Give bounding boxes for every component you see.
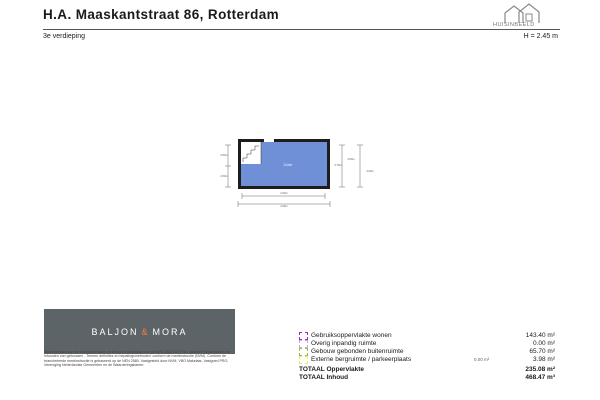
legend-value: 3.98 m²	[532, 355, 555, 363]
disclaimer-text: Bijzet bepalen van de vloeroppervlakte en inhoud is uitgegaan van de NEN 2580:2007 NL, inclusief 'Oppervlakten en inhouden van gebouwen - Termen definities en bepalingsmethoden' conform de meetinstructie (NVM). Conform de branchebrede meetinstructie is gebaseerd op de NEN 2580. Vastgesteld door NVM, VBO Makelaar, Vastgoed PRO, Vereniging Nederlandse Gemeenten en de Waarderingskamer.	[44, 350, 230, 368]
legend-row	[299, 356, 559, 364]
brand-name-right: MORA	[152, 326, 188, 337]
total-label: TOTAAL Inhoud	[299, 373, 349, 381]
dim-bottom-outer: 4.20m	[280, 205, 288, 208]
address-title: H.A. Maaskantstraat 86, Rotterdam	[43, 7, 280, 22]
legend-label: Gebruiksoppervlakte wonen	[311, 331, 392, 339]
logo-text: HUISINBEELD	[493, 22, 535, 28]
room-label: Zolder	[283, 163, 293, 167]
dim-right-inner: 3.75m	[334, 164, 342, 167]
dim-left-top: 2.50m	[220, 154, 228, 157]
dim-bottom-inner: 2.00m	[280, 192, 288, 195]
total-row	[299, 374, 559, 382]
legend-swatch	[299, 348, 308, 356]
dim-left-bottom: 2.50m	[220, 175, 228, 178]
total-value: 235.08 m²	[525, 365, 555, 373]
legend-value: 143.40 m²	[525, 331, 555, 339]
legend-value: 65.70 m²	[529, 347, 555, 355]
total-label: TOTAAL Oppervlakte	[299, 365, 365, 373]
height-label: H = 2.45 m	[523, 33, 558, 40]
legend-label: Externe bergruimte / parkeerplaats	[311, 355, 412, 363]
floor-plan	[210, 135, 390, 215]
legend-value: 0.00 m²	[532, 339, 555, 347]
brand-banner	[44, 309, 235, 354]
dim-right-outer: 4.00m	[366, 170, 374, 173]
legend-swatch	[299, 332, 308, 340]
header-divider	[43, 29, 560, 30]
floor-label: 3e verdieping	[43, 33, 86, 40]
legend-label: Overig inpandig ruimte	[311, 339, 377, 347]
dim-right-mid: 4.60m	[347, 158, 355, 161]
legend-swatch	[299, 356, 308, 364]
brand-ampersand: &	[141, 326, 150, 337]
legend-label: Gebouw gebonden buitenruimte	[311, 347, 404, 355]
legend-extra: 0.00 m²	[474, 357, 490, 362]
total-value: 468.47 m³	[525, 373, 555, 381]
brand-name-left: BALJON	[91, 326, 139, 337]
legend-swatch	[299, 340, 308, 348]
